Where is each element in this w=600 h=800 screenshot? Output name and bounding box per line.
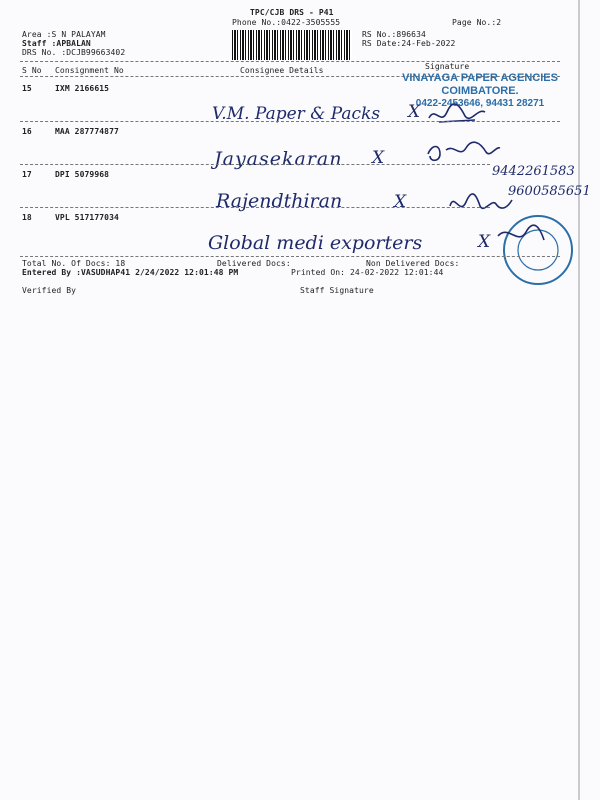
barcode xyxy=(232,30,352,60)
phone-number: Phone No.:0422-3505555 xyxy=(232,18,341,27)
delivered-docs: Delivered Docs: xyxy=(217,259,291,268)
row-sno: 16 xyxy=(22,127,32,136)
row-sno: 17 xyxy=(22,170,32,179)
col-sno: S No xyxy=(22,66,42,75)
drs-number: DRS No. :DCJB99663402 xyxy=(22,48,126,57)
rs-date: RS Date:24-Feb-2022 xyxy=(362,39,456,48)
page-edge xyxy=(578,0,580,800)
staff-signature: Staff Signature xyxy=(300,286,374,295)
col-consignee: Consignee Details xyxy=(240,66,324,75)
row-divider xyxy=(20,207,490,208)
handwritten-consignee: Jayasekaran xyxy=(214,148,343,170)
handwritten-phone: 9600585651 xyxy=(508,184,591,199)
printed-on: Printed On: 24-02-2022 12:01:44 xyxy=(291,268,444,277)
row-consignment: VPL 517177034 xyxy=(55,213,119,222)
signature-mark: X xyxy=(478,232,491,252)
non-delivered-docs: Non Delivered Docs: xyxy=(366,259,460,268)
header-divider xyxy=(20,61,560,62)
rs-number: RS No.:896634 xyxy=(362,30,426,39)
col-consignment: Consignment No xyxy=(55,66,124,75)
agency-stamp-name: VINAYAGA PAPER AGENCIES xyxy=(402,72,558,84)
row-consignment: MAA 287774877 xyxy=(55,127,119,136)
total-docs: Total No. Of Docs: 18 xyxy=(22,259,126,268)
signature-mark: X xyxy=(372,148,385,168)
entered-by: Entered By :VASUDHAP41 2/24/2022 12:01:48 PM xyxy=(22,268,239,277)
row-divider xyxy=(20,256,560,257)
row-sno: 15 xyxy=(22,84,32,93)
agency-stamp-city: COIMBATORE. xyxy=(441,85,519,97)
signature-mark: X xyxy=(394,192,407,212)
handwritten-phone: 9442261583 xyxy=(492,164,575,179)
handwritten-consignee: Global medi exporters xyxy=(208,232,423,254)
handwritten-signature xyxy=(425,100,495,128)
row-divider xyxy=(20,164,490,165)
col-signature: Signature xyxy=(425,62,470,71)
signature-mark: X xyxy=(408,102,421,122)
staff-label: Staff :APBALAN xyxy=(22,39,91,48)
area-label: Area :S N PALAYAM xyxy=(22,30,106,39)
verified-by: Verified By xyxy=(22,286,77,295)
drs-title: TPC/CJB DRS - P41 xyxy=(250,8,334,17)
row-sno: 18 xyxy=(22,213,32,222)
row-divider xyxy=(20,121,560,122)
agency-stamp-phones: 0422-2453646, 94431 28271 xyxy=(415,98,545,109)
handwritten-consignee: V.M. Paper & Packs xyxy=(212,104,381,124)
row-consignment: DPI 5079968 xyxy=(55,170,110,179)
row-consignment: IXM 2166615 xyxy=(55,84,110,93)
page-number: Page No.:2 xyxy=(452,18,502,27)
handwritten-consignee: Rajendthiran xyxy=(216,190,343,212)
company-round-seal xyxy=(484,206,580,290)
